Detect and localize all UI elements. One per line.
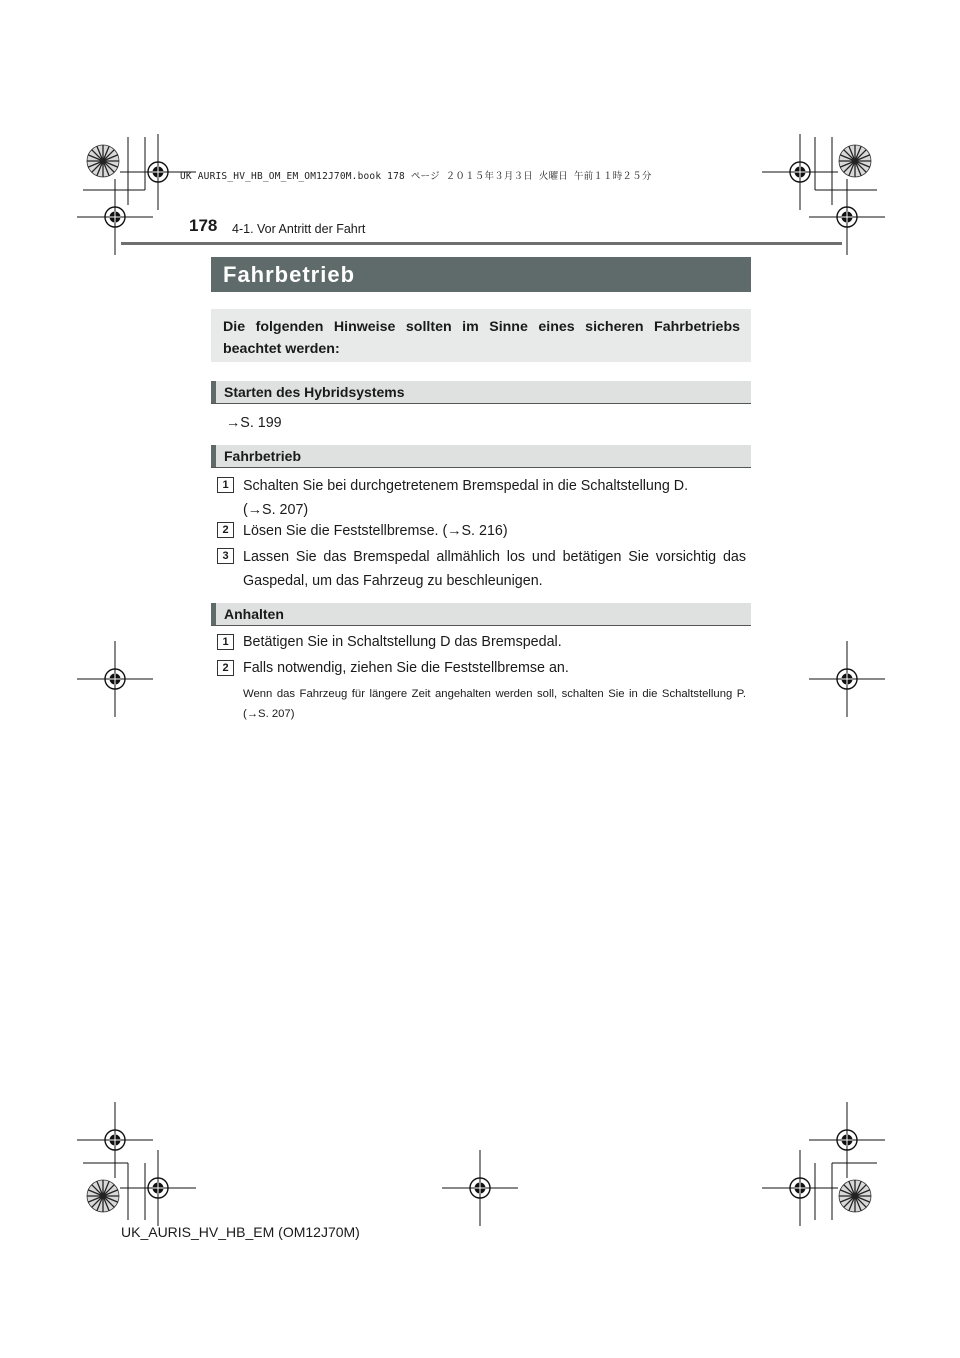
step-text: Lösen Sie die Feststellbremse. (→S. 216) xyxy=(243,523,508,539)
print-slug: UK AURIS_HV_HB_OM_EM_OM12J70M.book 178 ページ ２０１５年３月３日 火曜日 午前１１時２５分 xyxy=(180,171,652,182)
header-divider xyxy=(121,242,842,245)
page-title: Fahrbetrieb xyxy=(211,257,751,292)
step-number-badge: 1 xyxy=(217,634,234,650)
intro-notice: Die folgenden Hinweise sollten im Sinne eines sicheren Fahrbetriebs beachtet werden: xyxy=(211,309,751,362)
section-heading-starting: Starten des Hybridsystems xyxy=(211,381,751,404)
step-number-badge: 2 xyxy=(217,522,234,538)
step-number-badge: 3 xyxy=(217,548,234,564)
step-text: Lassen Sie das Bremspedal allmählich los und betätigen Sie vorsichtig das Gaspedal, um das Fahrzeug zu beschleunigen. xyxy=(243,549,746,589)
step-text-line: (→S. 207) xyxy=(243,502,309,518)
section-breadcrumb: 4-1. Vor Antritt der Fahrt xyxy=(232,222,366,236)
step-number-badge: 1 xyxy=(217,477,234,493)
step-text: Betätigen Sie in Schaltstellung D das Bremspedal. xyxy=(243,634,562,650)
step-number-badge: 2 xyxy=(217,660,234,676)
page-number: 178 xyxy=(189,216,218,235)
document-code: UK_AURIS_HV_HB_EM (OM12J70M) xyxy=(121,1224,360,1240)
section-heading-stopping: Anhalten xyxy=(211,603,751,626)
step-text: Falls notwendig, ziehen Sie die Feststellbremse an. xyxy=(243,660,569,676)
page-reference-link: →S. 199 xyxy=(226,415,282,431)
step-text-line: Schalten Sie bei durchgetretenem Bremspedal in die Schaltstellung D. xyxy=(243,478,689,494)
step-note: Wenn das Fahrzeug für längere Zeit angehalten werden soll, schalten Sie in die Schaltstellung P. (→S. 207) xyxy=(243,688,746,720)
section-heading-driving: Fahrbetrieb xyxy=(211,445,751,468)
step-text xyxy=(243,474,751,522)
